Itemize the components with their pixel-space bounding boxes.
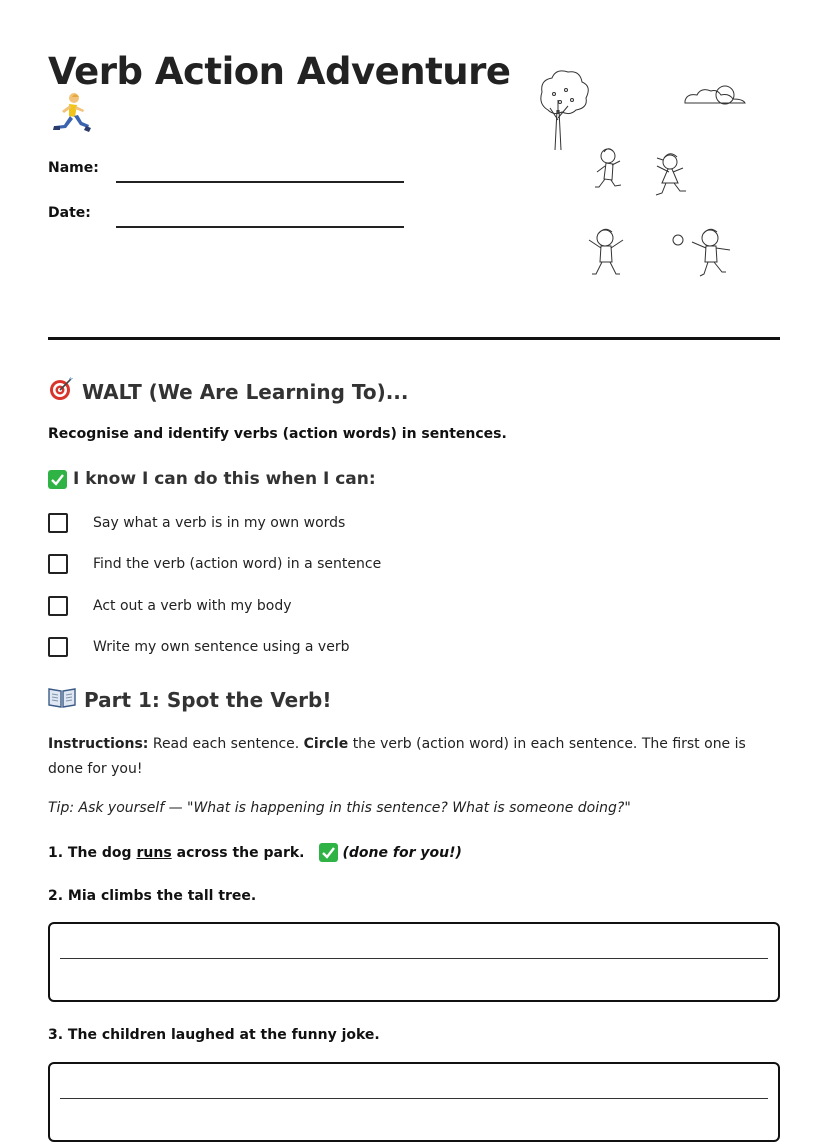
question-1-note: (done for you!): [342, 844, 462, 861]
section-divider: [48, 337, 780, 340]
success-criteria-heading: [48, 469, 376, 489]
children-playing-illustration: [530, 70, 770, 300]
walt-heading: [48, 376, 409, 407]
part1-heading: [48, 686, 331, 713]
child-jumping-icon: [589, 229, 623, 274]
criteria-item[interactable]: [48, 554, 381, 574]
tree-icon: [541, 71, 588, 150]
question-1-pre: 1. The dog: [48, 844, 132, 861]
criteria-label: Find the verb (action word) in a sentence: [93, 556, 382, 572]
criteria-checkbox[interactable]: [48, 513, 68, 533]
question-1-verb: runs: [136, 844, 172, 861]
criteria-item[interactable]: [48, 637, 349, 657]
child-dancing-icon: [656, 154, 686, 195]
question-1-post: across the park.: [176, 844, 305, 861]
open-book-icon: [48, 686, 76, 713]
criteria-label: Say what a verb is in my own words: [93, 515, 346, 531]
instructions-text-a: Read each sentence.: [152, 736, 300, 752]
criteria-checkbox[interactable]: [48, 596, 68, 616]
date-field[interactable]: [116, 226, 404, 228]
answer-line: [60, 1098, 768, 1099]
child-running-icon: [595, 149, 621, 187]
question-1: [48, 843, 462, 862]
sun-cloud-icon: [685, 86, 745, 104]
criteria-item[interactable]: [48, 596, 292, 616]
question-2: 2. Mia climbs the tall tree.: [48, 888, 257, 904]
page-title: Verb Action Adventure: [48, 50, 511, 93]
answer-box-2[interactable]: [48, 922, 780, 1002]
instructions-circle: Circle: [303, 736, 349, 752]
success-criteria-heading-text: I know I can do this when I can:: [73, 469, 376, 489]
criteria-label: Act out a verb with my body: [93, 598, 292, 614]
instructions-text-b: the verb (action word) in each sentence. The first one is done for you!: [48, 736, 746, 777]
date-label: Date:: [48, 205, 91, 221]
name-field[interactable]: [116, 181, 404, 183]
answer-box-3[interactable]: [48, 1062, 780, 1142]
criteria-item[interactable]: [48, 513, 345, 533]
check-mark-icon: [48, 470, 67, 489]
running-person-icon: [50, 92, 92, 136]
part1-tip: Tip: Ask yourself — "What is happening in this sentence? What is someone doing?": [48, 800, 631, 816]
criteria-checkbox[interactable]: [48, 554, 68, 574]
criteria-label: Write my own sentence using a verb: [93, 639, 350, 655]
walt-statement: Recognise and identify verbs (action words) in sentences.: [48, 426, 507, 442]
part1-instructions: [48, 732, 780, 782]
name-label: Name:: [48, 160, 99, 176]
ball-icon: [673, 235, 683, 245]
part1-heading-text: Part 1: Spot the Verb!: [84, 687, 332, 712]
check-mark-icon: [319, 843, 338, 862]
question-3: 3. The children laughed at the funny joke.: [48, 1027, 380, 1043]
answer-line: [60, 958, 768, 959]
target-icon: [48, 376, 74, 407]
child-playing-ball-icon: [692, 229, 730, 276]
criteria-checkbox[interactable]: [48, 637, 68, 657]
instructions-label: Instructions:: [48, 736, 149, 752]
walt-heading-text: WALT (We Are Learning To)...: [82, 379, 409, 404]
